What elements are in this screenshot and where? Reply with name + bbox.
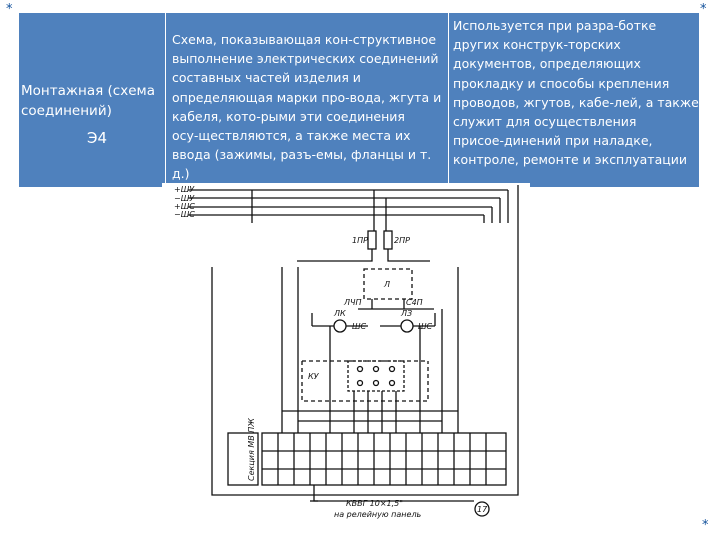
term-description: Схема, показывающая кон-структивное выполнение электрических соединений составных частей изделия и определяющая марки про-вода, жгута и кабеля, кото-рыми эти соединения осу-ществляются, а также места их ввода (зажимы, разъ-емы, фланцы и т. д.) <box>172 32 442 182</box>
decorative-star-icon: * <box>6 2 13 17</box>
term-cell <box>19 13 166 187</box>
wiring-diagram-svg <box>162 183 530 540</box>
term-usage: Используется при разра-ботке других конструк-торских документов, определяющих прокладку и способы крепления проводов, жгутов, кабе-лей, а также служит для осуществления присое-динений при наладке, контроле, ремонте и эксплуатации <box>453 18 699 168</box>
decorative-star-icon: * <box>702 518 709 533</box>
usage-cell <box>449 13 701 187</box>
wiring-diagram <box>162 183 530 540</box>
relay-label: Л <box>384 280 391 289</box>
key-label: КУ <box>308 372 319 381</box>
fuse-left-label: 1ПР <box>352 236 368 245</box>
definition-table <box>18 12 700 188</box>
cable-number: 17 <box>477 505 488 514</box>
cable-destination: на релейную панель <box>334 510 422 519</box>
bus-label: +ШУ <box>174 185 195 194</box>
term-code: Э4 <box>87 129 108 147</box>
cable-label: КВВГ 10×1,5" <box>346 499 403 508</box>
lamp-left-bus-label: ШС <box>352 322 367 331</box>
fuse-right-label: 2ПР <box>394 236 410 245</box>
relay-left-label: ЛЧП <box>344 298 362 307</box>
lamp-right-bus-label: ШС <box>418 322 433 331</box>
bus-label: −ШС <box>174 210 195 219</box>
bus-label: +ШС <box>174 202 195 211</box>
lamp-right-label: ЛЗ <box>401 309 413 318</box>
decorative-star-icon: * <box>700 2 707 17</box>
panel-caption: Секция МВ ПЖ <box>247 418 256 481</box>
relay-right-label: С4П <box>406 298 423 307</box>
bus-label: −ШУ <box>174 194 195 203</box>
term-name: Монтажная (схема соединений) <box>21 83 155 119</box>
description-cell <box>166 13 449 187</box>
lamp-left-label: ЛК <box>334 309 346 318</box>
